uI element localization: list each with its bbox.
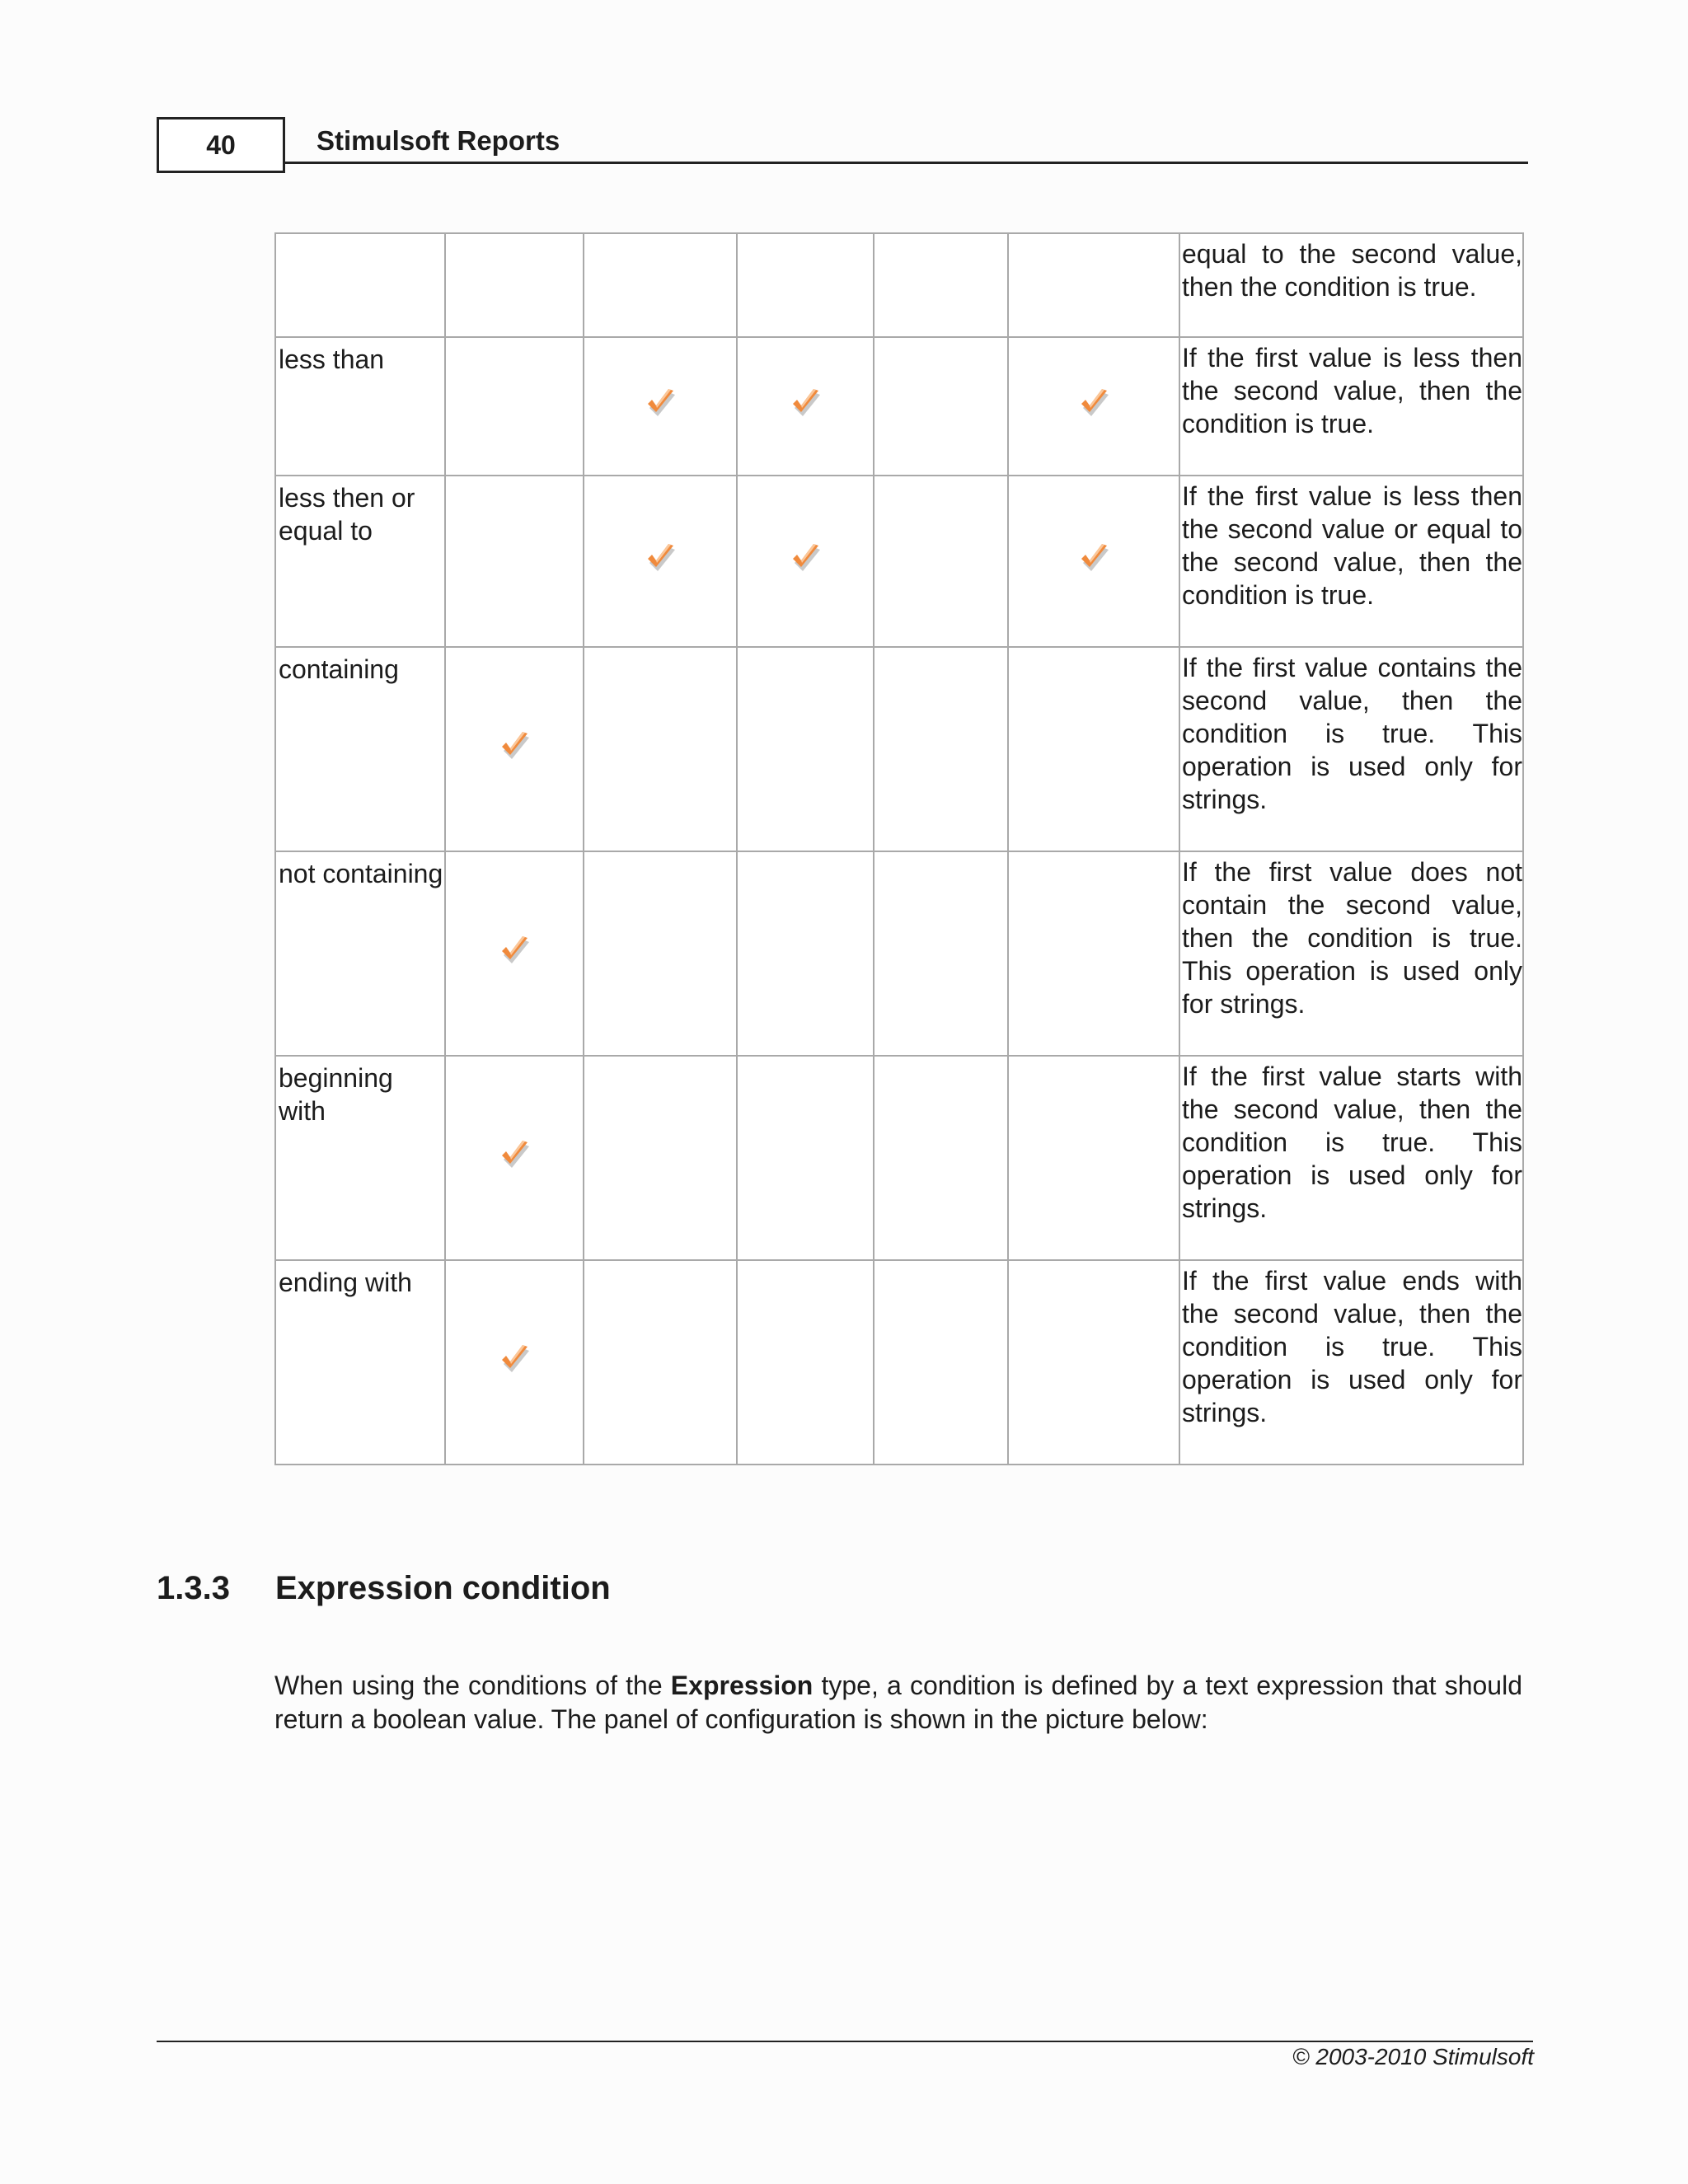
table-row bbox=[275, 337, 1523, 476]
checkmark-icon bbox=[1076, 397, 1112, 427]
type-cell-4 bbox=[874, 647, 1008, 851]
type-cell-5 bbox=[1008, 337, 1179, 476]
type-cell-3 bbox=[737, 233, 874, 337]
checkmark-icon bbox=[642, 397, 678, 427]
table-row bbox=[275, 1260, 1523, 1465]
operation-cell: ending with bbox=[275, 1260, 445, 1465]
type-cell-3 bbox=[737, 1260, 874, 1465]
description-cell: If the first value does not contain the second value, then the condition is true. This operation is used only for strings. bbox=[1179, 851, 1523, 1056]
type-cell-5 bbox=[1008, 851, 1179, 1056]
type-cell-3 bbox=[737, 337, 874, 476]
type-cell-1 bbox=[445, 337, 584, 476]
type-cell-5 bbox=[1008, 647, 1179, 851]
table-body bbox=[275, 233, 1523, 1465]
type-cell-1 bbox=[445, 851, 584, 1056]
checkmark-icon bbox=[1076, 552, 1112, 582]
table-row bbox=[275, 476, 1523, 647]
page-number-box bbox=[157, 117, 285, 173]
description-cell: If the first value is less then the second value or equal to the second value, then the condition is true. bbox=[1179, 476, 1523, 647]
table-row bbox=[275, 1056, 1523, 1260]
operation-cell: less than bbox=[275, 337, 445, 476]
operation-cell: beginning with bbox=[275, 1056, 445, 1260]
header-rule bbox=[285, 162, 1528, 164]
table-row bbox=[275, 647, 1523, 851]
type-cell-5 bbox=[1008, 1260, 1179, 1465]
body-paragraph bbox=[274, 1669, 1522, 1736]
description-cell: equal to the second value, then the condition is true. bbox=[1179, 233, 1523, 337]
operation-cell bbox=[275, 233, 445, 337]
operation-cell: containing bbox=[275, 647, 445, 851]
section-title: Expression condition bbox=[275, 1570, 611, 1606]
checkmark-icon bbox=[496, 1353, 532, 1383]
description-cell: If the first value is less then the second value, then the condition is true. bbox=[1179, 337, 1523, 476]
checkmark-icon bbox=[496, 740, 532, 770]
paragraph-text-start: When using the conditions of the bbox=[274, 1671, 671, 1700]
footer-rule bbox=[157, 2041, 1533, 2042]
paragraph-text-end: type, a condition is defined by a text expression that should return a boolean value. The panel of configuration is shown in the picture below: bbox=[274, 1671, 1523, 1734]
page-number: 40 bbox=[206, 129, 236, 160]
type-cell-4 bbox=[874, 851, 1008, 1056]
type-cell-2 bbox=[584, 647, 737, 851]
type-cell-1 bbox=[445, 233, 584, 337]
description-cell: If the first value contains the second value, then the condition is true. This operation is used only for strings. bbox=[1179, 647, 1523, 851]
type-cell-4 bbox=[874, 337, 1008, 476]
type-cell-1 bbox=[445, 1260, 584, 1465]
type-cell-4 bbox=[874, 1056, 1008, 1260]
description-cell: If the first value ends with the second value, then the condition is true. This operation is used only for strings. bbox=[1179, 1260, 1523, 1465]
type-cell-5 bbox=[1008, 233, 1179, 337]
type-cell-1 bbox=[445, 476, 584, 647]
footer-copyright: © 2003-2010 Stimulsoft bbox=[1292, 2044, 1534, 2069]
running-title: Stimulsoft Reports bbox=[316, 125, 560, 156]
type-cell-1 bbox=[445, 1056, 584, 1260]
type-cell-2 bbox=[584, 1056, 737, 1260]
type-cell-3 bbox=[737, 1056, 874, 1260]
operation-cell: not containing bbox=[275, 851, 445, 1056]
checkmark-icon bbox=[787, 397, 823, 427]
type-cell-2 bbox=[584, 851, 737, 1056]
conditions-table bbox=[274, 232, 1524, 1465]
type-cell-4 bbox=[874, 233, 1008, 337]
type-cell-2 bbox=[584, 476, 737, 647]
type-cell-4 bbox=[874, 1260, 1008, 1465]
checkmark-icon bbox=[642, 552, 678, 582]
type-cell-4 bbox=[874, 476, 1008, 647]
type-cell-5 bbox=[1008, 476, 1179, 647]
type-cell-2 bbox=[584, 233, 737, 337]
type-cell-3 bbox=[737, 647, 874, 851]
type-cell-2 bbox=[584, 337, 737, 476]
checkmark-icon bbox=[496, 1149, 532, 1179]
type-cell-1 bbox=[445, 647, 584, 851]
type-cell-5 bbox=[1008, 1056, 1179, 1260]
type-cell-2 bbox=[584, 1260, 737, 1465]
checkmark-icon bbox=[496, 944, 532, 974]
section-number: 1.3.3 bbox=[157, 1570, 230, 1606]
description-cell: If the first value starts with the second value, then the condition is true. This operation is used only for strings. bbox=[1179, 1056, 1523, 1260]
table-row bbox=[275, 233, 1523, 337]
operation-cell: less then or equal to bbox=[275, 476, 445, 647]
type-cell-3 bbox=[737, 851, 874, 1056]
type-cell-3 bbox=[737, 476, 874, 647]
checkmark-icon bbox=[787, 552, 823, 582]
paragraph-bold-term: Expression bbox=[670, 1671, 814, 1700]
table-row bbox=[275, 851, 1523, 1056]
